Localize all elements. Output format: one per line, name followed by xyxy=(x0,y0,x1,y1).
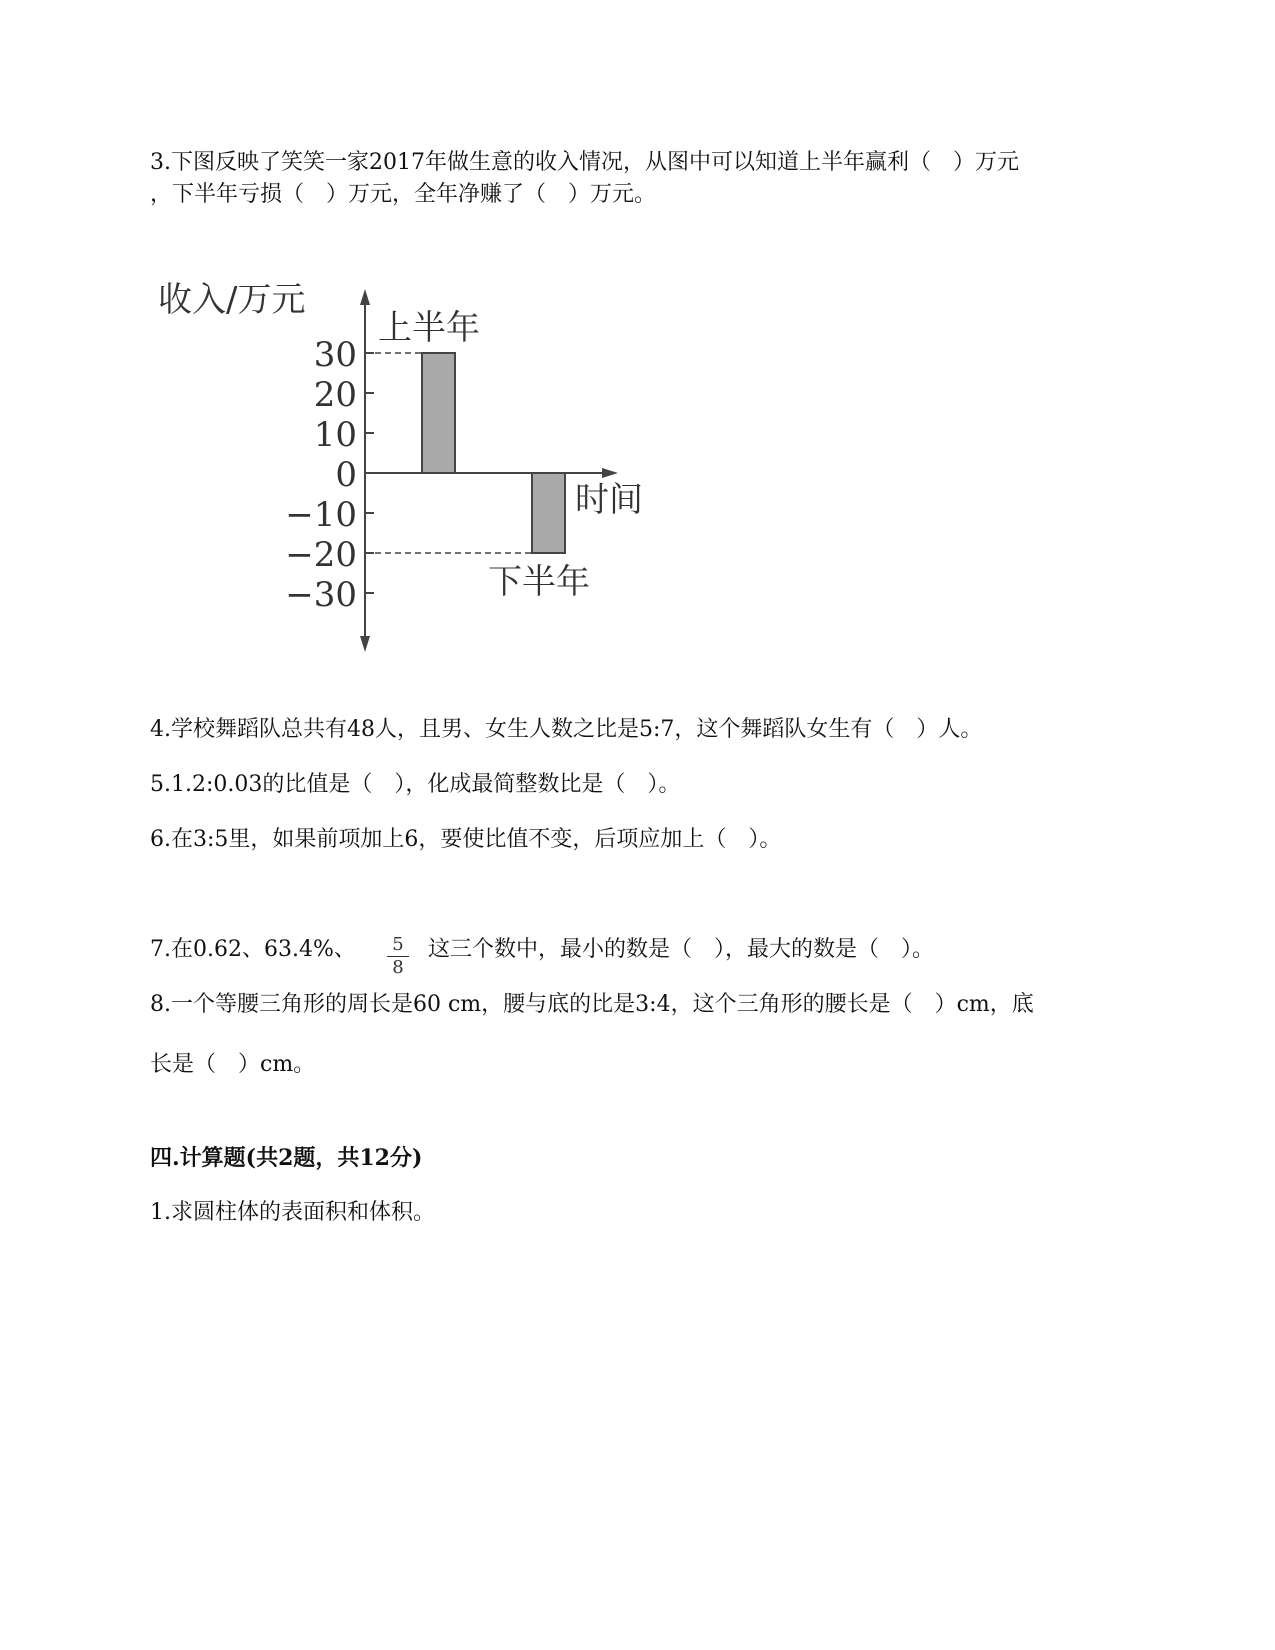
fraction-denominator: 8 xyxy=(392,957,404,978)
y-axis-arrow-up xyxy=(360,289,370,305)
y-tick-label: 10 xyxy=(313,415,357,455)
chart-ticks xyxy=(285,335,374,615)
y-tick-label: −10 xyxy=(285,495,357,535)
question-7-end: 这三个数中，最小的数是（ ），最大的数是（ ）。 xyxy=(428,937,935,962)
question-8-line-1: 8.一个等腰三角形的周长是60 cm，腰与底的比是3:4，这个三角形的腰长是（ ）cm，底 xyxy=(150,992,1034,1017)
question-3-line-1: 3.下图反映了笑笑一家2017年做生意的收入情况，从图中可以知道上半年赢利（ ）万元 xyxy=(150,150,1019,175)
y-tick-label: −30 xyxy=(285,575,357,615)
fraction-five-eighths xyxy=(385,935,411,978)
question-7-start: 7.在0.62、63.4%、 xyxy=(150,937,356,962)
bar-2 xyxy=(532,473,565,553)
x-axis-label: 时间 xyxy=(575,480,643,520)
question-8-line-2: 长是（ ）cm。 xyxy=(150,1052,316,1077)
y-axis-arrow-down xyxy=(360,636,370,652)
question-4: 4.学校舞蹈队总共有48人，且男、女生人数之比是5:7，这个舞蹈队女生有（ ）人。 xyxy=(150,717,983,742)
income-chart xyxy=(150,265,680,665)
y-tick-label: 30 xyxy=(313,335,357,375)
question-5: 5.1.2:0.03的比值是（ ），化成最简整数比是（ ）。 xyxy=(150,772,681,797)
y-axis-label: 收入/万元 xyxy=(158,280,306,320)
category-label-2: 下半年 xyxy=(488,562,590,602)
y-tick-label: 0 xyxy=(335,455,357,495)
question-6: 6.在3:5里，如果前项加上6，要使比值不变，后项应加上（ ）。 xyxy=(150,827,782,852)
x-axis-arrow xyxy=(602,468,618,478)
section-4-title: 四.计算题(共2题，共12分) xyxy=(150,1145,423,1171)
y-tick-label: −20 xyxy=(285,535,357,575)
category-label-1: 上半年 xyxy=(378,308,480,348)
calc-question-1: 1.求圆柱体的表面积和体积。 xyxy=(150,1200,435,1225)
bar-1 xyxy=(422,353,455,473)
y-tick-label: 20 xyxy=(313,375,357,415)
question-3-line-2: ，下半年亏损（ ）万元，全年净赚了（ ）万元。 xyxy=(150,182,657,207)
fraction-numerator: 5 xyxy=(392,934,404,955)
chart-bars xyxy=(365,308,590,602)
